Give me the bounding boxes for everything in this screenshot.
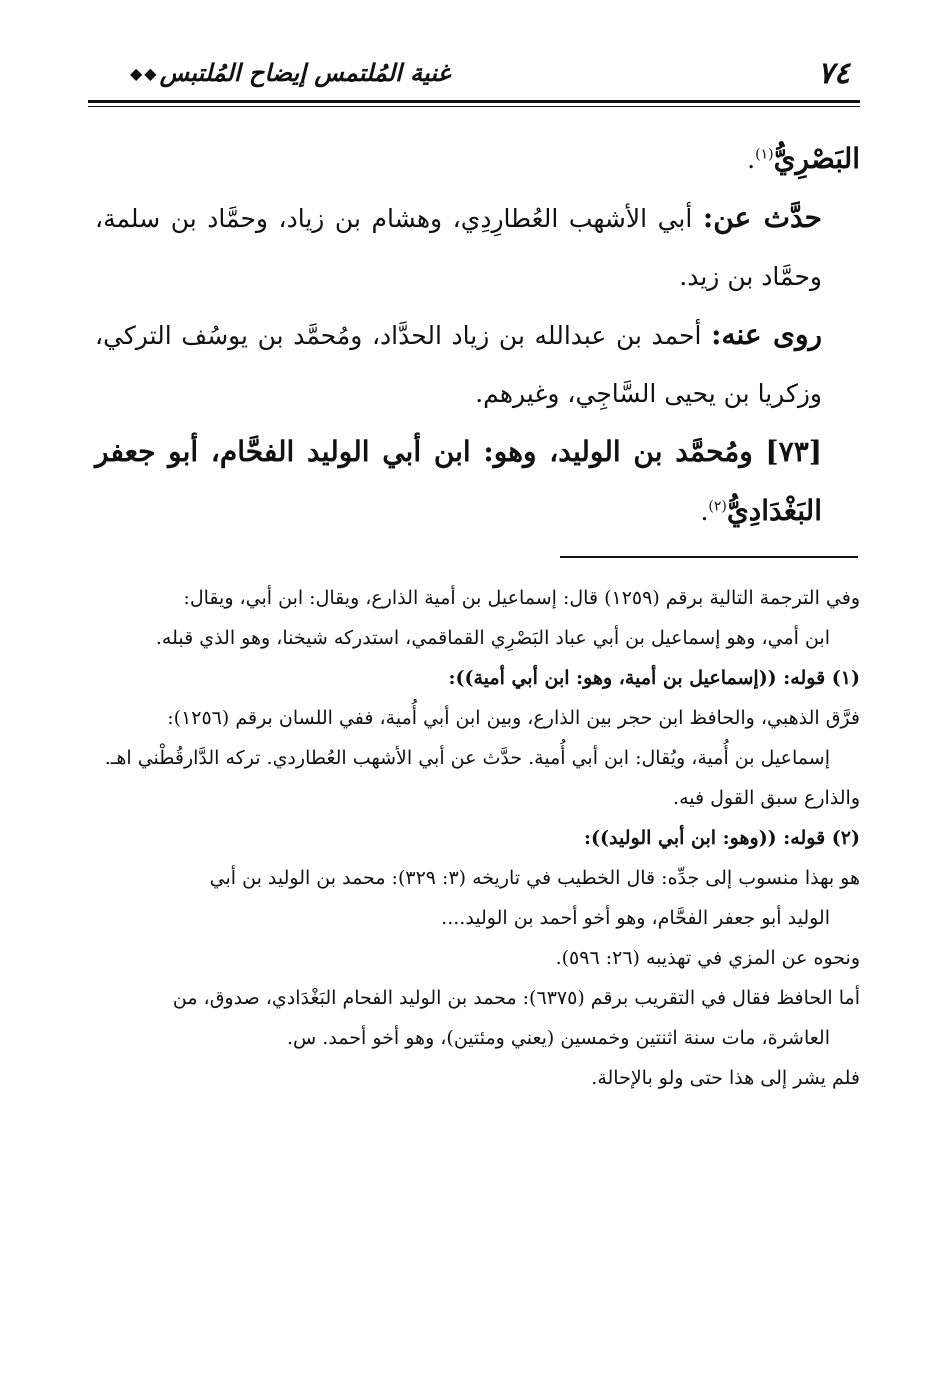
footnote-line: والذارع سبق القول فيه. [673, 787, 860, 809]
haddath-paragraph [95, 189, 860, 306]
haddath-label: حدَّث عن: [702, 201, 822, 234]
main-text [95, 130, 860, 541]
footnote-line: ابن أمي، وهو إسماعيل بن أبي عباد البَصْرِي القماقمي، استدركه شيخنا، وهو الذي قبله. [155, 627, 830, 649]
header-rule-thin [88, 106, 860, 107]
footnote-2-para5 [75, 1058, 860, 1098]
footnote-1-body [75, 698, 860, 738]
footnote-continuation [75, 578, 860, 618]
footnote-line: العاشرة، مات سنة اثنتين وخمسين (يعني ومئتين)، وهو أخو أحمد. س. [287, 1027, 830, 1049]
footnote-2-para4 [75, 978, 860, 1018]
footnote-2-para3 [75, 938, 860, 978]
footnote-2-body [75, 858, 860, 898]
rawa-label: روى عنه: [711, 318, 822, 351]
footnote-separator [560, 556, 858, 558]
footnote-heading-text: (٢) قوله: ((وهو: ابن أبي الوليد)): [584, 827, 860, 849]
continued-line [95, 130, 860, 189]
footnote-line: ونحوه عن المزي في تهذيبه (٢٦: ٥٩٦). [555, 947, 860, 969]
period: . [747, 145, 756, 174]
footnote-line: هو بهذا منسوب إلى جدِّه: قال الخطيب في تاريخه (٣: ٣٢٩): محمد بن الوليد بن أبي [209, 867, 860, 889]
footnote-line: فرَّق الذهبي، والحافظ ابن حجر بين الذارع، وبين ابن أبي أُمية، ففي اللسان برقم (١٢٥٦): [167, 707, 860, 729]
running-title: غنية المُلتمس إيضاح المُلتبس [159, 58, 450, 87]
diamond-ornament-icon: ◆◆ [130, 64, 159, 83]
page-header [90, 48, 860, 98]
header-rule [88, 100, 860, 103]
footnote-ref-2: (٢) [708, 498, 727, 515]
footnote-line: الوليد أبو جعفر الفحَّام، وهو أخو أحمد بن الوليد.... [441, 907, 830, 929]
entry-heading: [٧٣] ومُحمَّد بن الوليد، وهو: ابن أبي الوليد الفحَّام، أبو جعفر البَغْدَادِيُّ [95, 435, 822, 527]
footnote-line: أما الحافظ فقال في التقريب برقم (٦٣٧٥): محمد بن الوليد الفحام البَغْدَادي، صدوق، من [172, 987, 860, 1009]
rawa-paragraph [95, 306, 860, 423]
nisba: البَصْرِيُّ [773, 142, 860, 175]
footnote-heading-text: (١) قوله: ((إسماعيل بن أمية، وهو: ابن أبي أمية)): [448, 667, 860, 689]
footnote-ref-1: (١) [755, 146, 774, 163]
footnote-line: وفي الترجمة التالية برقم (١٢٥٩) قال: إسماعيل بن أمية الذارع، ويقال: ابن أبي، ويقال: [183, 587, 860, 609]
page-number: ٧٤ [817, 56, 850, 91]
haddath-text: أبي الأشهب العُطارِدِي، وهشام بن زياد، وحمَّاد بن سلمة، وحمَّاد بن زيد. [95, 204, 822, 291]
footnotes [75, 578, 860, 1098]
entry-73 [95, 423, 860, 541]
footnote-1-body-rest [75, 738, 860, 778]
footnote-1-heading [75, 658, 860, 698]
footnote-2-body-rest [75, 898, 860, 938]
footnote-2-para4-rest [75, 1018, 860, 1058]
footnote-1-tail [75, 778, 860, 818]
rawa-text: أحمد بن عبدالله بن زياد الحدَّاد، ومُحمَّد بن يوسُف التركي، وزكريا بن يحيى السَّاجِي، وغيرهم. [95, 321, 822, 408]
footnote-line: إسماعيل بن أُمية، ويُقال: ابن أبي أُمية. حدَّث عن أبي الأشهب العُطاردي. تركه الدَّارقُطْني اهـ. [104, 747, 830, 769]
period: . [700, 497, 709, 526]
footnote-continuation-rest [75, 618, 860, 658]
footnote-line: فلم يشر إلى هذا حتى ولو بالإحالة. [591, 1067, 860, 1089]
footnote-2-heading [75, 818, 860, 858]
